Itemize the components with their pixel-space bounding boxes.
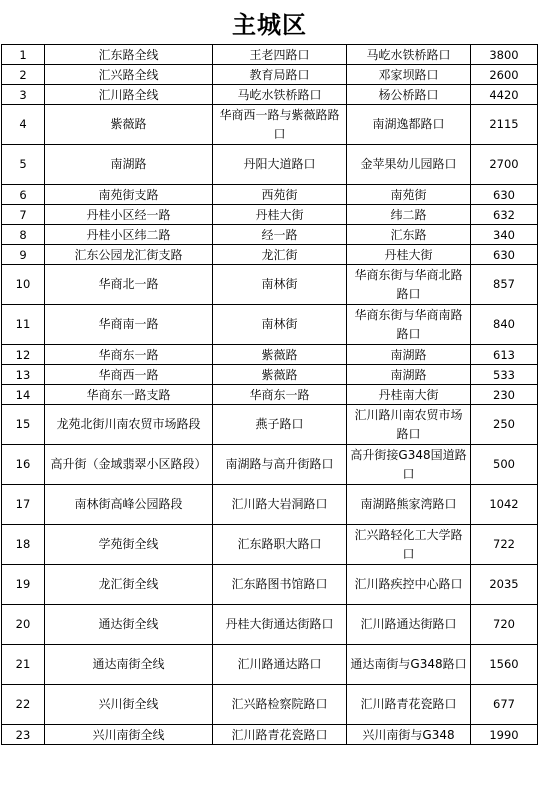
length-value: 857 (471, 265, 538, 305)
table-row (2, 645, 538, 685)
row-number: 21 (2, 645, 45, 685)
row-number: 2 (2, 65, 45, 85)
table-row (2, 385, 538, 405)
table-row (2, 305, 538, 345)
start-point: 南林街 (213, 305, 347, 345)
road-name: 汇兴路全线 (45, 65, 213, 85)
road-name: 紫薇路 (45, 105, 213, 145)
length-value: 1990 (471, 725, 538, 745)
row-number: 6 (2, 185, 45, 205)
start-point: 华商东一路 (213, 385, 347, 405)
length-value: 840 (471, 305, 538, 345)
length-value: 2035 (471, 565, 538, 605)
table-row (2, 225, 538, 245)
start-point: 经一路 (213, 225, 347, 245)
row-number: 7 (2, 205, 45, 225)
start-point: 汇东路图书馆路口 (213, 565, 347, 605)
table-row (2, 45, 538, 65)
end-point: 南湖路熊家湾路口 (347, 485, 471, 525)
start-point: 西苑街 (213, 185, 347, 205)
end-point: 南湖路 (347, 365, 471, 385)
end-point: 汇东路 (347, 225, 471, 245)
row-number: 15 (2, 405, 45, 445)
length-value: 533 (471, 365, 538, 385)
road-name: 南林街高峰公园路段 (45, 485, 213, 525)
row-number: 16 (2, 445, 45, 485)
road-name: 华商西一路 (45, 365, 213, 385)
road-name: 高升街（金域翡翠小区路段） (45, 445, 213, 485)
road-name: 汇东公园龙汇街支路 (45, 245, 213, 265)
start-point: 紫薇路 (213, 365, 347, 385)
length-value: 250 (471, 405, 538, 445)
length-value: 613 (471, 345, 538, 365)
length-value: 630 (471, 245, 538, 265)
road-name: 丹桂小区经一路 (45, 205, 213, 225)
row-number: 8 (2, 225, 45, 245)
row-number: 3 (2, 85, 45, 105)
end-point: 丹桂大街 (347, 245, 471, 265)
end-point: 高升街接G348国道路口 (347, 445, 471, 485)
start-point: 丹桂大街 (213, 205, 347, 225)
end-point: 华商东街与华商北路路口 (347, 265, 471, 305)
road-name: 华商东一路 (45, 345, 213, 365)
start-point: 马屹水铁桥路口 (213, 85, 347, 105)
end-point: 金苹果幼儿园路口 (347, 145, 471, 185)
table-row (2, 105, 538, 145)
table-row (2, 145, 538, 185)
row-number: 4 (2, 105, 45, 145)
road-name: 汇川路全线 (45, 85, 213, 105)
start-point: 汇兴路检察院路口 (213, 685, 347, 725)
start-point: 丹阳大道路口 (213, 145, 347, 185)
length-value: 2115 (471, 105, 538, 145)
length-value: 677 (471, 685, 538, 725)
road-name: 南湖路 (45, 145, 213, 185)
start-point: 龙汇街 (213, 245, 347, 265)
length-value: 500 (471, 445, 538, 485)
road-name: 龙汇街全线 (45, 565, 213, 605)
table-row (2, 565, 538, 605)
start-point: 丹桂大街通达街路口 (213, 605, 347, 645)
table-row (2, 185, 538, 205)
table-row (2, 345, 538, 365)
row-number: 13 (2, 365, 45, 385)
end-point: 汇川路川南农贸市场路口 (347, 405, 471, 445)
road-name: 兴川街全线 (45, 685, 213, 725)
row-number: 9 (2, 245, 45, 265)
road-name: 华商北一路 (45, 265, 213, 305)
row-number: 17 (2, 485, 45, 525)
start-point: 南林街 (213, 265, 347, 305)
table-row (2, 405, 538, 445)
road-name: 兴川南街全线 (45, 725, 213, 745)
table-row (2, 65, 538, 85)
page-title: 主城区 (232, 10, 307, 39)
road-name: 通达南街全线 (45, 645, 213, 685)
length-value: 632 (471, 205, 538, 225)
start-point: 汇东路职大路口 (213, 525, 347, 565)
row-number: 19 (2, 565, 45, 605)
start-point: 汇川路大岩洞路口 (213, 485, 347, 525)
end-point: 汇川路青花瓷路口 (347, 685, 471, 725)
row-number: 11 (2, 305, 45, 345)
row-number: 20 (2, 605, 45, 645)
end-point: 汇川路疾控中心路口 (347, 565, 471, 605)
length-value: 630 (471, 185, 538, 205)
table-row (2, 485, 538, 525)
row-number: 22 (2, 685, 45, 725)
length-value: 340 (471, 225, 538, 245)
table-row (2, 85, 538, 105)
start-point: 燕子路口 (213, 405, 347, 445)
length-value: 3800 (471, 45, 538, 65)
start-point: 华商西一路与紫薇路路口 (213, 105, 347, 145)
road-name: 学苑街全线 (45, 525, 213, 565)
end-point: 兴川南街与G348 (347, 725, 471, 745)
start-point: 紫薇路 (213, 345, 347, 365)
road-name: 丹桂小区纬二路 (45, 225, 213, 245)
length-value: 4420 (471, 85, 538, 105)
end-point: 纬二路 (347, 205, 471, 225)
table-row (2, 365, 538, 385)
table-row (2, 605, 538, 645)
end-point: 邓家坝路口 (347, 65, 471, 85)
length-value: 2600 (471, 65, 538, 85)
end-point: 南湖逸都路口 (347, 105, 471, 145)
road-table (1, 44, 538, 745)
table-row (2, 725, 538, 745)
length-value: 1042 (471, 485, 538, 525)
table-row (2, 685, 538, 725)
table-row (2, 445, 538, 485)
row-number: 14 (2, 385, 45, 405)
start-point: 南湖路与高升街路口 (213, 445, 347, 485)
start-point: 汇川路通达路口 (213, 645, 347, 685)
road-name: 华商南一路 (45, 305, 213, 345)
start-point: 教育局路口 (213, 65, 347, 85)
length-value: 722 (471, 525, 538, 565)
start-point: 汇川路青花瓷路口 (213, 725, 347, 745)
end-point: 丹桂南大街 (347, 385, 471, 405)
length-value: 2700 (471, 145, 538, 185)
road-name: 汇东路全线 (45, 45, 213, 65)
row-number: 1 (2, 45, 45, 65)
row-number: 12 (2, 345, 45, 365)
end-point: 通达南街与G348路口 (347, 645, 471, 685)
end-point: 杨公桥路口 (347, 85, 471, 105)
end-point: 南苑街 (347, 185, 471, 205)
table-row (2, 525, 538, 565)
road-name: 通达街全线 (45, 605, 213, 645)
start-point: 王老四路口 (213, 45, 347, 65)
table-row (2, 265, 538, 305)
row-number: 5 (2, 145, 45, 185)
row-number: 10 (2, 265, 45, 305)
length-value: 720 (471, 605, 538, 645)
table-row (2, 205, 538, 225)
row-number: 23 (2, 725, 45, 745)
length-value: 1560 (471, 645, 538, 685)
row-number: 18 (2, 525, 45, 565)
road-name: 南苑街支路 (45, 185, 213, 205)
end-point: 华商东街与华商南路路口 (347, 305, 471, 345)
road-name: 龙苑北街川南农贸市场路段 (45, 405, 213, 445)
end-point: 汇川路通达街路口 (347, 605, 471, 645)
table-row (2, 245, 538, 265)
road-name: 华商东一路支路 (45, 385, 213, 405)
length-value: 230 (471, 385, 538, 405)
end-point: 汇兴路轻化工大学路口 (347, 525, 471, 565)
end-point: 马屹水铁桥路口 (347, 45, 471, 65)
end-point: 南湖路 (347, 345, 471, 365)
